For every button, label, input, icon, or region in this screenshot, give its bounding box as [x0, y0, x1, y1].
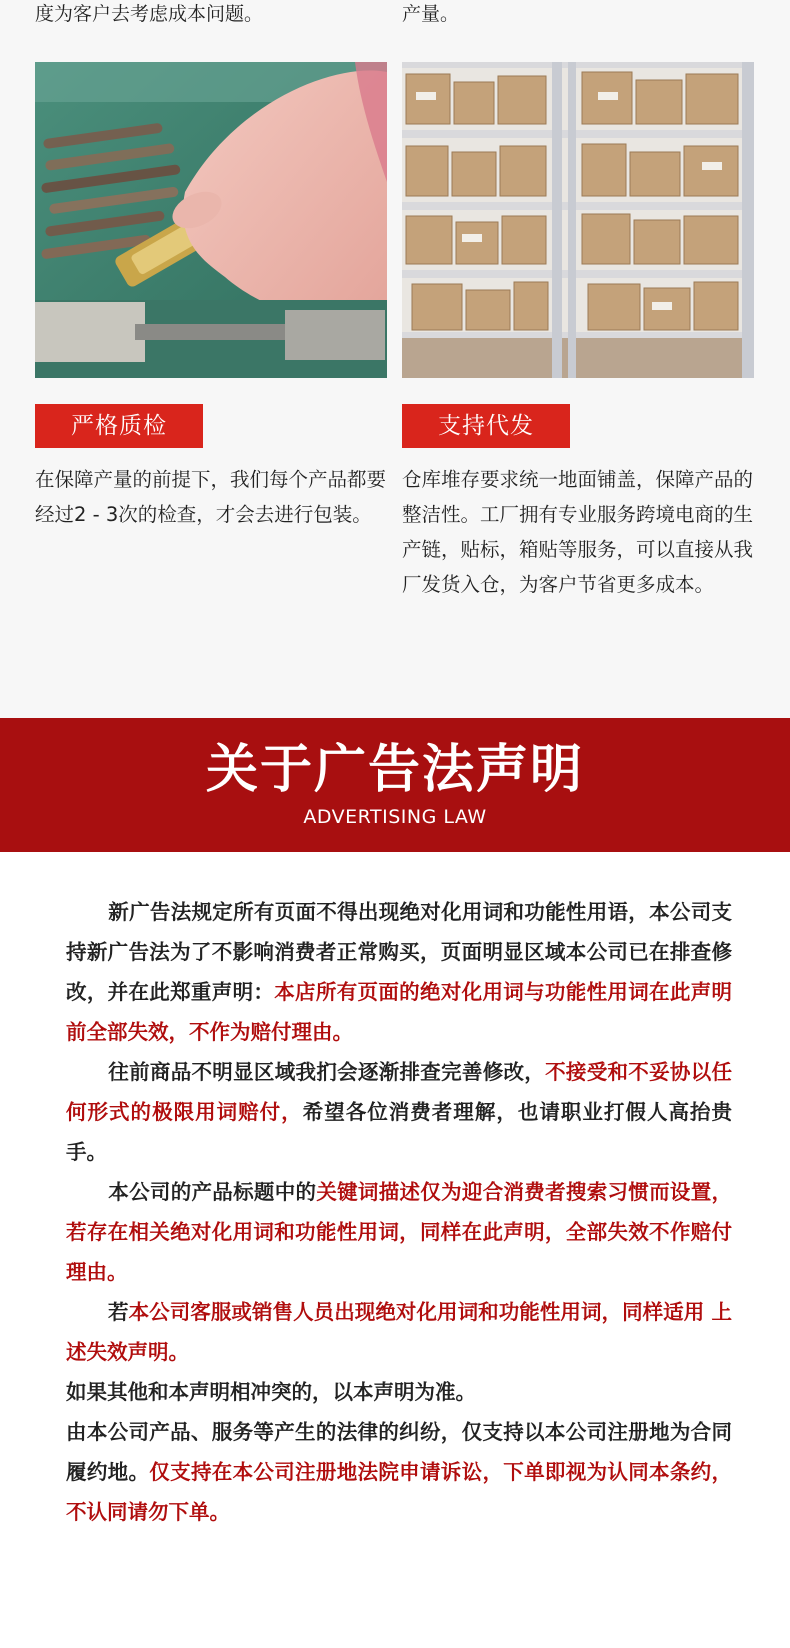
quality-inspection-photo — [35, 62, 387, 378]
statement-p2-text-b: 希望各位消费者理解，也请职业打假人高抬贵手。 — [66, 1100, 733, 1164]
statement-paragraph-2 — [66, 1052, 732, 1172]
banner-subtitle: ADVERTISING LAW — [303, 806, 487, 828]
statement-p2-text-a: 往前商品不明显区域我扪会逐渐排查完善修改， — [108, 1060, 546, 1084]
dropshipping-description: 仓库堆存要求统一地面铺盖，保障产品的整洁性。工厂拥有专业服务跨境电商的生产链，贴标，箱贴等服务，可以直接从我厂发货入仓，为客户节省更多成本。 — [402, 468, 754, 596]
statement-p3-emphasis: 关键词描述仅为迎合消费者搜索习惯而设置，若存在相关绝对化用词和功能性用词，同样在此声明，全部失效不作赔付理由。 — [66, 1180, 733, 1284]
statement-p1-emphasis: 本店所有页面的绝对化用词与功能性用词在此声明前全部失效，不作为赔付理由。 — [66, 980, 733, 1044]
banner-title: 关于广告法声明 — [205, 740, 584, 800]
statement-p6-emphasis: 仅支持在本公司注册地法院申请诉讼，下单即视为认同本条约，不认同请勿下单。 — [66, 1460, 733, 1524]
statement-paragraph-4 — [66, 1292, 732, 1372]
advertising-law-banner — [0, 718, 790, 852]
statement-p2-emphasis: 不接受和不妥协以任何形式的极限用词赔付， — [66, 1060, 733, 1124]
statement-paragraph-6 — [66, 1412, 732, 1532]
warehouse-photo — [402, 62, 754, 378]
right-top-text: 产量。 — [402, 3, 460, 25]
advertising-law-statement — [0, 852, 790, 1648]
quality-inspection-description: 在保障产量的前提下，我们每个产品都要经过2 - 3次的检查，才会去进行包装。 — [35, 468, 387, 526]
statement-p4-emphasis: 本公司客服或销售人员出现绝对化用词和功能性用词，同样适用 上述失效声明。 — [66, 1300, 732, 1364]
statement-paragraph-3 — [66, 1172, 732, 1292]
statement-p3-text: 本公司的产品标题中的 — [108, 1180, 317, 1204]
statement-p1-text: 新广告法规定所有页面不得出现绝对化用词和功能性用语，本公司支持新广告法为了不影响消费者正常购买，页面明显区域本公司已在排查修改，并在此郑重声明： — [66, 900, 732, 1004]
left-top-text: 度为客户去考虑成本问题。 — [35, 3, 264, 25]
dropshipping-badge: 支持代发 — [402, 404, 570, 448]
statement-p6-text: 由本公司产品、服务等产生的法律的纠纷，仅支持以本公司注册地为合同履约地。 — [66, 1420, 732, 1484]
feature-section — [0, 0, 790, 718]
statement-paragraph-5: 如果其他和本声明相冲突的，以本声明为准。 — [66, 1380, 476, 1404]
statement-p4-text: 若 — [108, 1300, 129, 1324]
quality-inspection-badge: 严格质检 — [35, 404, 203, 448]
statement-paragraph-1 — [66, 892, 732, 1052]
